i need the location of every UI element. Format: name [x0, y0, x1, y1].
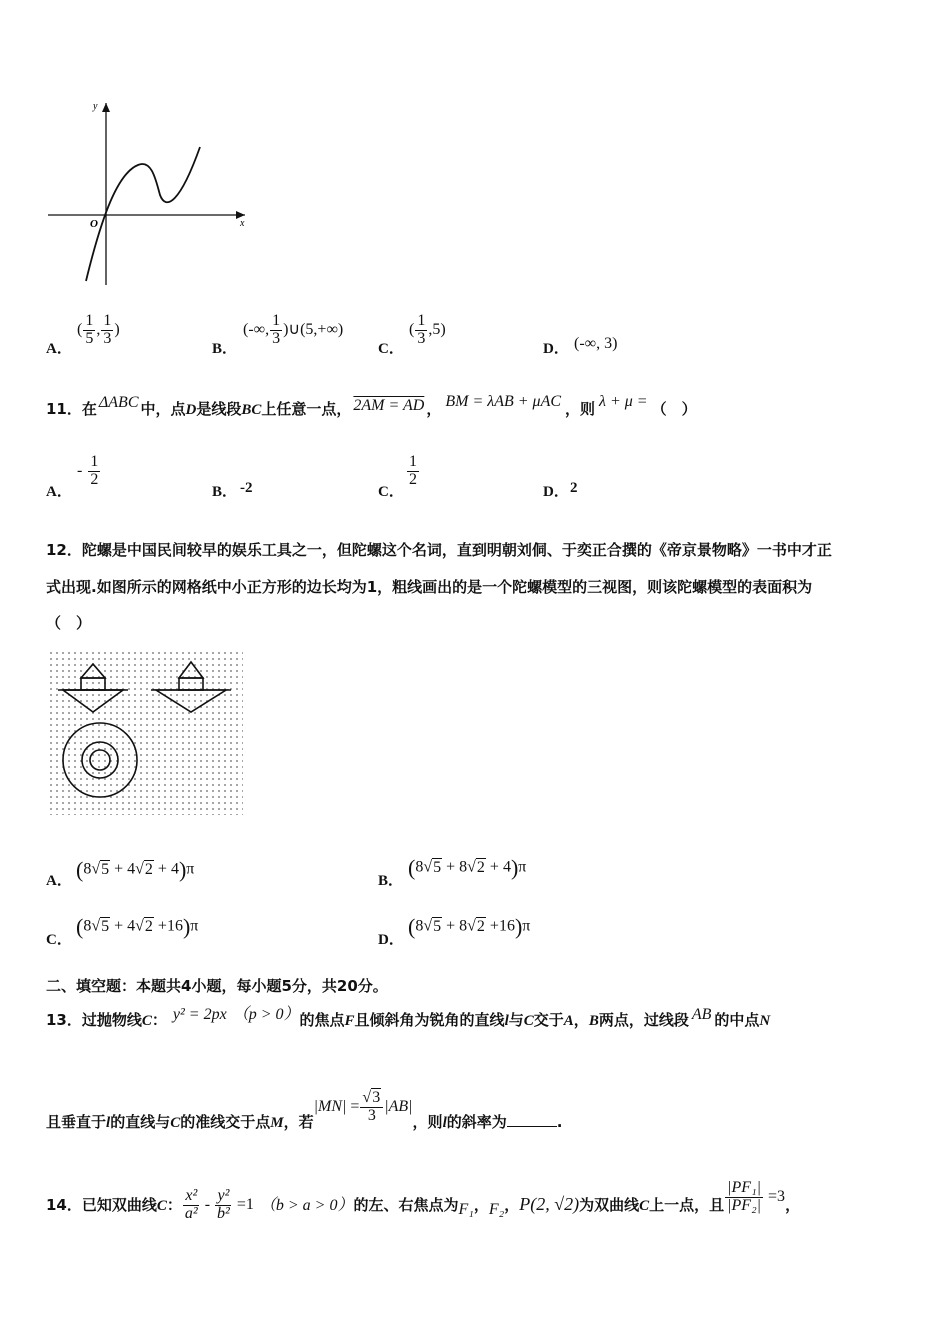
- q12-option-d-label: D．: [378, 932, 404, 948]
- q11-decomposition: BM = λAB + μAC: [445, 393, 562, 410]
- q11-option-c: $\frac{1}{2}$: [409, 453, 417, 488]
- q11-triangle: ΔABC: [98, 394, 139, 411]
- q11-options: [0, 452, 950, 502]
- q11-expr: λ + μ =: [599, 393, 648, 410]
- question-13-line-2: 且垂直于l的直线与C的准线交于点M，若 |MN| = $\frac{√3}{3}$ |AB| ，则l的斜率为 .: [46, 1089, 563, 1132]
- q11-option-a: - $\frac{1}{2}$: [77, 453, 99, 488]
- q11-option-d-label: D．: [543, 484, 569, 500]
- q13-parabola-eq: y² = 2px: [172, 1006, 227, 1023]
- function-graph: [40, 95, 255, 290]
- q10-option-b: (-∞, $\frac{1}{3}$ )∪(5,+∞): [243, 312, 344, 347]
- q11-option-c-label: C．: [378, 484, 404, 500]
- q12-line-1: 12．陀螺是中国民间较早的娱乐工具之一，但陀螺这个名词，直到明朝刘侗、于奕正合撰的《帝京景物略》一书中才正: [46, 541, 832, 559]
- q12-option-a-row: [46, 855, 366, 889]
- q12-option-c-row: [46, 912, 366, 946]
- q11-vector-eq: 2AM = AD: [353, 397, 425, 414]
- q11-option-a-label: A．: [46, 484, 72, 500]
- three-view-diagram: [48, 650, 243, 820]
- origin-label: O: [90, 218, 98, 230]
- q12-option-b: (8√5 + 8√2 + 4)π: [408, 855, 527, 880]
- q10-options: [0, 310, 950, 360]
- q10-option-d-label: D．: [543, 341, 569, 357]
- q12-line-3: （ ）: [46, 614, 92, 632]
- q11-option-b: -2: [240, 480, 253, 496]
- q12-option-d-row: [378, 912, 698, 946]
- answer-blank[interactable]: [507, 1114, 557, 1127]
- q14-condition: （b > a > 0）: [259, 1197, 354, 1214]
- q12-option-d: (8√5 + 8√2 +16)π: [408, 914, 531, 939]
- x-axis-label: x: [240, 218, 245, 229]
- q12-line-2: 式出现.如图所示的网格纸中小正方形的边长均为1，粗线画出的是一个陀螺模型的三视图，则该陀螺模型的表面积为: [46, 578, 813, 596]
- q10-option-b-label: B．: [212, 341, 238, 357]
- q11-option-b-label: B．: [212, 484, 238, 500]
- question-14: 14．已知双曲线C： $\frac{\text{x²}}{\text{a²}}$ - $\frac{\text{y²}}{\text{b²}}$ =1 （b > a > 0）的左、右焦点为F₁，F₂，P(2, √2)为双曲线C上一点，且 $\frac{\text{|PF₁|}}{\text{|PF₂|}}$ =3，: [46, 1179, 801, 1222]
- q10-option-a: ( $\frac{1}{5}$ , $\frac{1}{3}$ ): [77, 312, 120, 347]
- q11-number: 11．: [46, 400, 82, 418]
- q12-option-a-label: A．: [46, 873, 72, 889]
- q12-option-c: (8√5 + 4√2 +16)π: [76, 914, 199, 939]
- q12-option-b-row: [378, 855, 698, 889]
- q14-ratio: $\frac{\text{|PF₁|}}{\text{|PF₂|}}$ =3: [727, 1179, 786, 1214]
- question-11: 11．在 ΔABC 中，点D是线段BC上任意一点， 2AM = AD ， BM = λAB + μAC ，则 λ + μ = （ ）: [46, 393, 697, 418]
- y-axis-label: y: [93, 101, 98, 112]
- section-2-heading: 二、填空题：本题共4小题，每小题5分，共20分。: [46, 977, 388, 995]
- q10-option-d: (-∞, 3): [574, 335, 618, 352]
- q13-ratio-eq: |MN| = $\frac{√3}{3}$ |AB|: [313, 1089, 413, 1124]
- q10-option-a-label: A．: [46, 341, 72, 357]
- q14-point: P(2, √2): [519, 1194, 580, 1214]
- q12-option-c-label: C．: [46, 932, 72, 948]
- q12-option-a: (8√5 + 4√2 + 4)π: [76, 857, 195, 882]
- q10-option-c-label: C．: [378, 341, 404, 357]
- q14-hyperbola-eq: $\frac{\text{x²}}{\text{a²}}$ - $\frac{\text{y²}}{\text{b²}}$ =1: [184, 1187, 254, 1222]
- question-13-line-1: 13．过抛物线C： y² = 2px （p > 0）的焦点F且倾斜角为锐角的直线l与C交于A，B两点，过线段 AB 的中点N: [46, 1006, 771, 1029]
- q10-option-c: ( $\frac{1}{3}$ ,5): [409, 312, 446, 347]
- q12-option-b-label: B．: [378, 873, 404, 889]
- q11-option-d: 2: [570, 480, 578, 496]
- q13-condition: （p > 0）: [232, 1006, 300, 1023]
